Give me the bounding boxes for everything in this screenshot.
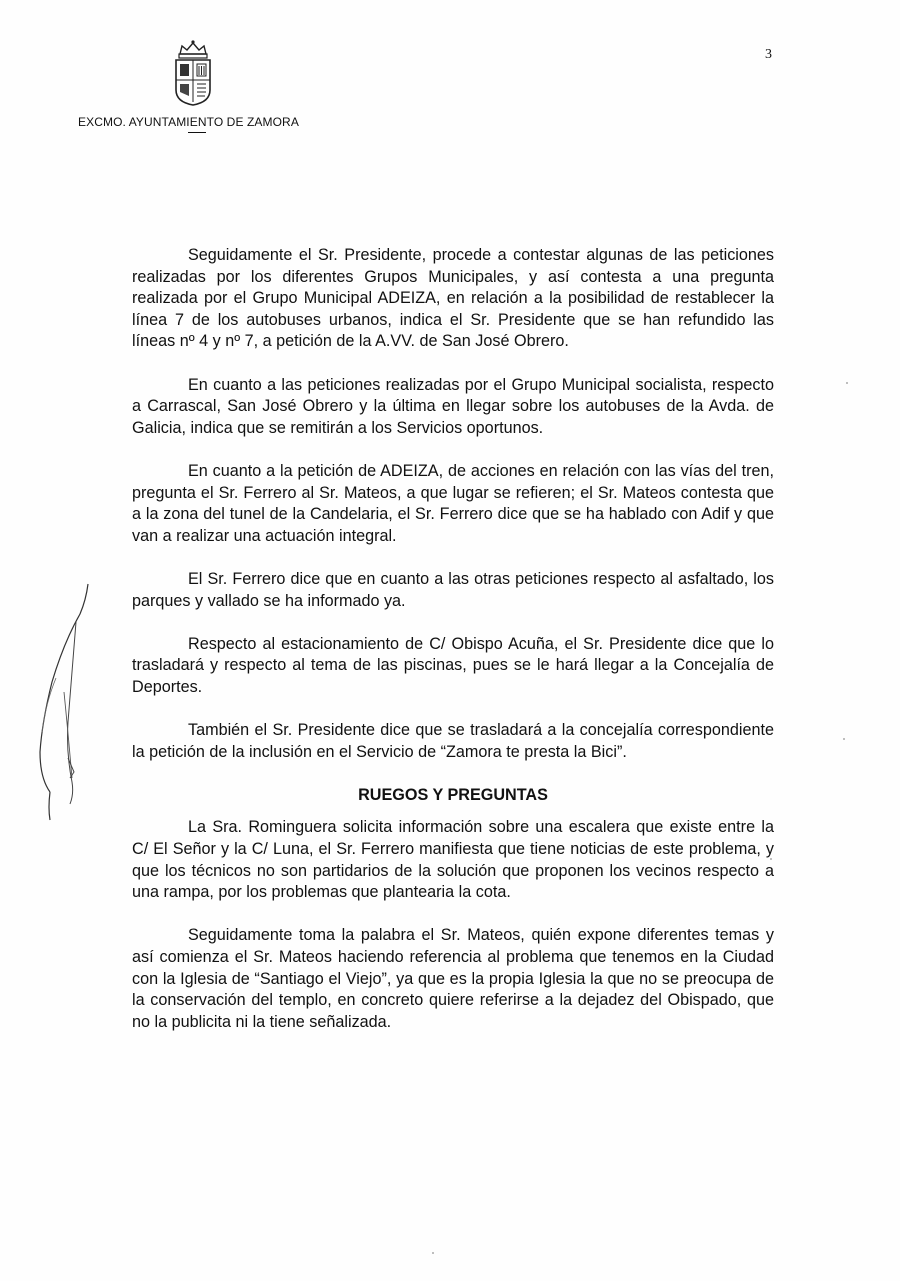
section-title: RUEGOS Y PREGUNTAS <box>358 785 548 804</box>
organization-header: EXCMO. AYUNTAMIENTO DE ZAMORA <box>78 115 299 129</box>
scan-speck <box>846 382 848 384</box>
page-number: 3 <box>765 47 772 62</box>
paragraph: Seguidamente toma la palabra el Sr. Mateos, quién expone diferentes temas y así comienza el Sr. Mateos haciendo referencia al problema que tenemos en la Ciudad con la Iglesia de “Santiago el Viejo”, ya que es la propia Iglesia la que no se preocupa de la conservación del templo, en concreto quiere referirse a la dejadez del Obispado, que no la publicita ni la tiene señalizada. <box>132 926 774 1031</box>
paragraph: También el Sr. Presidente dice que se trasladará a la concejalía correspondiente la petición de la inclusión en el Servicio de “Zamora te presta la Bici”. <box>132 721 774 761</box>
paragraph: En cuanto a la petición de ADEIZA, de acciones en relación con las vías del tren, pregunta el Sr. Ferrero al Sr. Mateos, a que lugar se refieren; el Sr. Mateos contesta que a la zona del tunel de la Candelaria, el Sr. Ferrero dice que se ha hablado con Adif y que van a realizar una actuación integral. <box>132 461 774 545</box>
paragraph: La Sra. Rominguera solicita información sobre una escalera que existe entre la C/ El Señor y la C/ Luna, el Sr. Ferrero manifiesta que tiene noticias de este problema, y que los técnicos no son partidarios de la solución que proponen los vecinos respecto a una rampa, por los problemas que plantearia la cota. <box>132 818 774 902</box>
body-text <box>132 245 774 1055</box>
paragraph: En cuanto a las peticiones realizadas por el Grupo Municipal socialista, respecto a Carrascal, San José Obrero y la última en llegar sobre los autobuses de la Avda. de Galicia, indica que se remitirán a los Servicios oportunos. <box>132 375 774 437</box>
paragraph: El Sr. Ferrero dice que en cuanto a las otras peticiones respecto al asfaltado, los parques y vallado se ha informado ya. <box>132 569 774 610</box>
scan-speck <box>432 1252 434 1254</box>
header-underline <box>188 132 206 133</box>
paragraph: Respecto al estacionamiento de C/ Obispo Acuña, el Sr. Presidente dice que lo trasladará y respecto al tema de las piscinas, pues se le hará llegar a la Concejalía de Deportes. <box>132 634 774 696</box>
coat-of-arms-icon <box>170 38 216 108</box>
scan-speck <box>843 738 845 740</box>
scan-speck <box>770 858 772 860</box>
handwritten-signature-icon <box>28 582 98 822</box>
paragraph: Seguidamente el Sr. Presidente, procede a contestar algunas de las peticiones realizadas por los diferentes Grupos Municipales, y así contesta a una pregunta realizada por el Grupo Municipal ADEIZA, en relación a la posibilidad de restablecer la línea 7 de los autobuses urbanos, indica el Sr. Presidente que se han refundido las líneas nº 4 y nº 7, a petición de la A.VV. de San José Obrero. <box>132 246 774 351</box>
